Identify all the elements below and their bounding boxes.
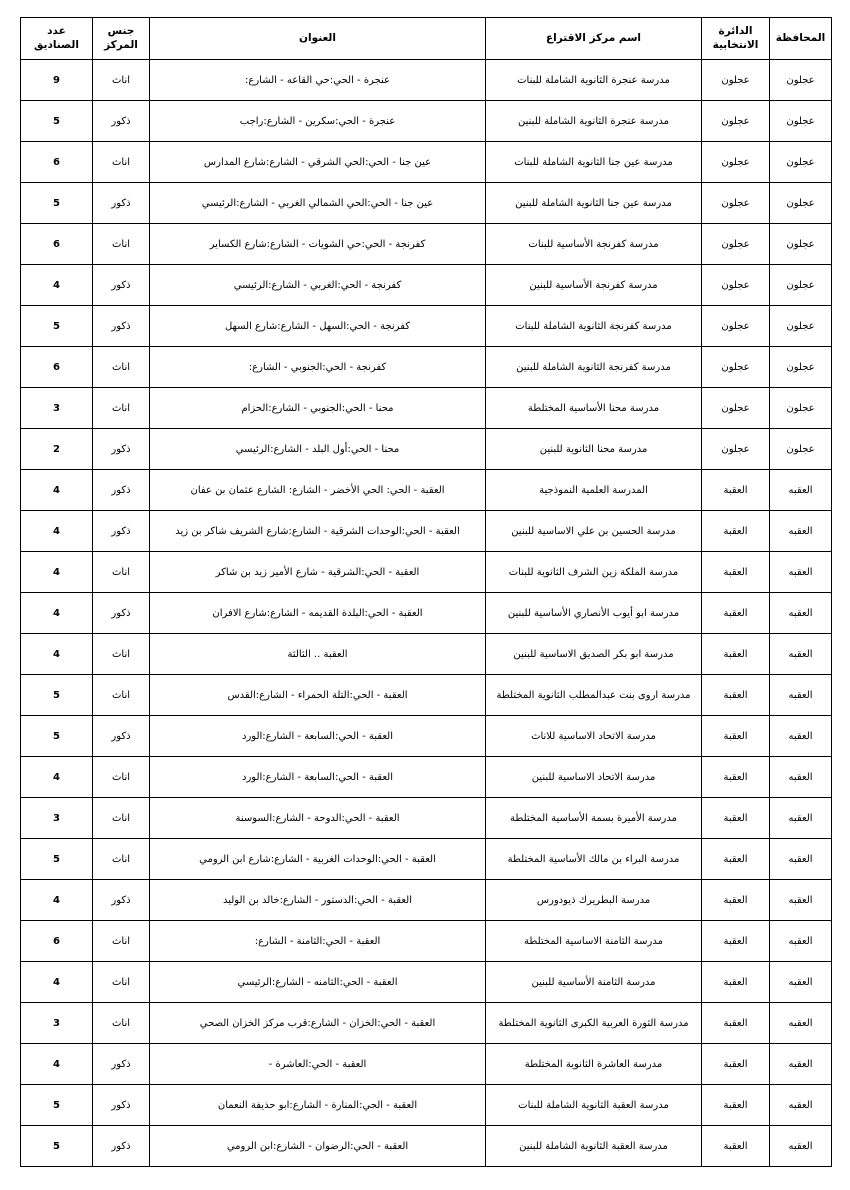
- table-row: [21, 470, 832, 511]
- cell-governorate: العقبه: [770, 1126, 832, 1167]
- cell-center-name: مدرسة الثامنة الأساسية للبنين: [486, 962, 702, 1003]
- header-center-name: اسم مركز الاقتراع: [486, 18, 702, 60]
- cell-address: محنا - الحي:أول البلد - الشارع:الرئيسي: [150, 429, 486, 470]
- cell-district: العقبة: [702, 511, 770, 552]
- cell-governorate: العقبه: [770, 757, 832, 798]
- header-address: العنوان: [150, 18, 486, 60]
- cell-governorate: عجلون: [770, 388, 832, 429]
- cell-governorate: العقبه: [770, 880, 832, 921]
- cell-center-name: مدرسة الملكة زين الشرف الثانوية للبنات: [486, 552, 702, 593]
- cell-address: العقبة - الحي:البلدة القديمه - الشارع:شارع الافران: [150, 593, 486, 634]
- cell-address: العقبة - الحي:الوحدات الشرقية - الشارع:شارع الشريف شاكر بن زيد: [150, 511, 486, 552]
- cell-center-name: مدرسة الحسين بن علي الاساسية للبنين: [486, 511, 702, 552]
- cell-center-name: مدرسة عنجرة الثانوية الشاملة للبنات: [486, 60, 702, 101]
- cell-district: العقبة: [702, 470, 770, 511]
- cell-address: عين جنا - الحي:الحي الشرقي - الشارع:شارع المدارس: [150, 142, 486, 183]
- cell-district: عجلون: [702, 101, 770, 142]
- cell-boxes: 5: [21, 101, 93, 142]
- cell-governorate: العقبه: [770, 921, 832, 962]
- cell-boxes: 5: [21, 1126, 93, 1167]
- cell-district: عجلون: [702, 224, 770, 265]
- table-row: [21, 757, 832, 798]
- cell-center-name: مدرسة كفرنجة الأساسية للبنات: [486, 224, 702, 265]
- cell-governorate: العقبه: [770, 1003, 832, 1044]
- cell-center-name: مدرسة العقبة الثانوية الشاملة للبنات: [486, 1085, 702, 1126]
- cell-district: العقبة: [702, 962, 770, 1003]
- table-row: [21, 388, 832, 429]
- table-row: [21, 1085, 832, 1126]
- cell-address: العقبة - الحي:الشرقية - شارع الأمير زيد بن شاكر: [150, 552, 486, 593]
- cell-center-name: مدرسة البطريرك ذيودورس: [486, 880, 702, 921]
- cell-governorate: العقبه: [770, 1085, 832, 1126]
- cell-governorate: العقبه: [770, 798, 832, 839]
- cell-district: العقبة: [702, 1044, 770, 1085]
- cell-center-name: مدرسة الثامنة الاساسية المختلطة: [486, 921, 702, 962]
- cell-gender: اناث: [93, 142, 150, 183]
- cell-boxes: 5: [21, 675, 93, 716]
- cell-gender: اناث: [93, 921, 150, 962]
- cell-gender: ذكور: [93, 101, 150, 142]
- header-governorate: المحافظة: [770, 18, 832, 60]
- table-row: [21, 101, 832, 142]
- cell-center-name: مدرسة الأميرة بسمة الأساسية المختلطة: [486, 798, 702, 839]
- cell-district: العقبة: [702, 798, 770, 839]
- cell-governorate: عجلون: [770, 265, 832, 306]
- polling-centers-table: [20, 17, 832, 1167]
- cell-governorate: عجلون: [770, 60, 832, 101]
- cell-district: العقبة: [702, 1126, 770, 1167]
- cell-governorate: العقبه: [770, 962, 832, 1003]
- table-row: [21, 183, 832, 224]
- cell-boxes: 4: [21, 470, 93, 511]
- header-district: الدائرة الانتخابية: [702, 18, 770, 60]
- cell-district: العقبة: [702, 634, 770, 675]
- cell-address: كفرنجة - الحي:الغربي - الشارع:الرئيسي: [150, 265, 486, 306]
- cell-gender: اناث: [93, 798, 150, 839]
- cell-center-name: مدرسة الاتحاد الاساسية للاناث: [486, 716, 702, 757]
- cell-boxes: 4: [21, 880, 93, 921]
- cell-district: العقبة: [702, 757, 770, 798]
- cell-center-name: مدرسة العاشرة الثانوية المختلطة: [486, 1044, 702, 1085]
- cell-gender: ذكور: [93, 1044, 150, 1085]
- cell-district: العقبة: [702, 593, 770, 634]
- cell-gender: ذكور: [93, 511, 150, 552]
- cell-center-name: مدرسة الثورة العربية الكبرى الثانوية المختلطة: [486, 1003, 702, 1044]
- cell-governorate: العقبه: [770, 593, 832, 634]
- table-row: [21, 1003, 832, 1044]
- cell-gender: اناث: [93, 347, 150, 388]
- cell-governorate: العقبه: [770, 675, 832, 716]
- cell-district: عجلون: [702, 388, 770, 429]
- table-row: [21, 962, 832, 1003]
- cell-address: العقبة - الحي:الثامنه - الشارع:الرئيسي: [150, 962, 486, 1003]
- cell-governorate: عجلون: [770, 224, 832, 265]
- cell-gender: اناث: [93, 552, 150, 593]
- cell-address: كفرنجة - الحي:السهل - الشارع:شارع السهل: [150, 306, 486, 347]
- cell-address: محنا - الحي:الجنوبي - الشارع:الحزام: [150, 388, 486, 429]
- table-body: [21, 60, 832, 1167]
- cell-district: العقبة: [702, 839, 770, 880]
- cell-address: العقبة - الحي:السابعة - الشارع:الورد: [150, 757, 486, 798]
- cell-gender: اناث: [93, 839, 150, 880]
- cell-gender: اناث: [93, 962, 150, 1003]
- cell-center-name: مدرسة محنا الأساسية المختلطة: [486, 388, 702, 429]
- cell-boxes: 9: [21, 60, 93, 101]
- cell-governorate: العقبه: [770, 470, 832, 511]
- cell-address: العقبة - الحي:الوحدات الغربية - الشارع:شارع ابن الرومي: [150, 839, 486, 880]
- cell-address: العقبة - الحي:الدوحة - الشارع:السوسنة: [150, 798, 486, 839]
- cell-center-name: مدرسة عنجرة الثانوية الشاملة للبنين: [486, 101, 702, 142]
- cell-address: كفرنجة - الحي:حي الشويات - الشارع:شارع الكساير: [150, 224, 486, 265]
- cell-boxes: 6: [21, 224, 93, 265]
- cell-governorate: العقبه: [770, 634, 832, 675]
- cell-governorate: عجلون: [770, 306, 832, 347]
- cell-boxes: 5: [21, 1085, 93, 1126]
- header-gender: جنس المركز: [93, 18, 150, 60]
- cell-gender: ذكور: [93, 880, 150, 921]
- cell-governorate: العقبه: [770, 839, 832, 880]
- table-row: [21, 798, 832, 839]
- cell-boxes: 6: [21, 142, 93, 183]
- cell-district: العقبة: [702, 675, 770, 716]
- cell-governorate: عجلون: [770, 101, 832, 142]
- cell-district: العقبة: [702, 880, 770, 921]
- table-row: [21, 716, 832, 757]
- cell-boxes: 4: [21, 962, 93, 1003]
- cell-gender: ذكور: [93, 1085, 150, 1126]
- cell-address: عنجرة - الحي:سكرين - الشارع:راجب: [150, 101, 486, 142]
- cell-boxes: 4: [21, 1044, 93, 1085]
- cell-gender: اناث: [93, 675, 150, 716]
- cell-district: العقبة: [702, 552, 770, 593]
- cell-boxes: 6: [21, 921, 93, 962]
- cell-address: العقبة - الحي:الثامنة - الشارع:: [150, 921, 486, 962]
- table-row: [21, 839, 832, 880]
- cell-gender: ذكور: [93, 593, 150, 634]
- cell-address: العقبة - الحي:الرضوان - الشارع:ابن الرومي: [150, 1126, 486, 1167]
- table-row: [21, 511, 832, 552]
- table-row: [21, 593, 832, 634]
- cell-boxes: 3: [21, 1003, 93, 1044]
- cell-district: العقبة: [702, 1085, 770, 1126]
- cell-gender: اناث: [93, 1003, 150, 1044]
- cell-center-name: مدرسة ابو أيوب الأنصاري الأساسية للبنين: [486, 593, 702, 634]
- cell-center-name: مدرسة ابو بكر الصديق الاساسية للبنين: [486, 634, 702, 675]
- cell-address: العقبة - الحي:العاشرة -: [150, 1044, 486, 1085]
- table-row: [21, 921, 832, 962]
- table-row: [21, 634, 832, 675]
- table-row: [21, 429, 832, 470]
- cell-governorate: عجلون: [770, 183, 832, 224]
- cell-address: العقبة - الحي:السابعة - الشارع:الورد: [150, 716, 486, 757]
- cell-center-name: مدرسة اروى بنت عبدالمطلب الثانوية المختلطة: [486, 675, 702, 716]
- cell-gender: اناث: [93, 388, 150, 429]
- cell-boxes: 6: [21, 347, 93, 388]
- cell-governorate: العقبه: [770, 511, 832, 552]
- cell-boxes: 4: [21, 511, 93, 552]
- cell-address: العقبة - الحي:المنارة - الشارع:ابو حذيفة النعمان: [150, 1085, 486, 1126]
- cell-boxes: 3: [21, 388, 93, 429]
- cell-district: العقبة: [702, 716, 770, 757]
- cell-center-name: مدرسة كفرنجة الأساسية للبنين: [486, 265, 702, 306]
- cell-governorate: عجلون: [770, 429, 832, 470]
- cell-district: العقبة: [702, 1003, 770, 1044]
- cell-gender: ذكور: [93, 429, 150, 470]
- cell-gender: ذكور: [93, 306, 150, 347]
- cell-gender: اناث: [93, 60, 150, 101]
- cell-boxes: 4: [21, 265, 93, 306]
- table-row: [21, 265, 832, 306]
- cell-gender: ذكور: [93, 265, 150, 306]
- cell-gender: ذكور: [93, 716, 150, 757]
- cell-boxes: 4: [21, 634, 93, 675]
- cell-gender: اناث: [93, 757, 150, 798]
- cell-center-name: المدرسة العلمية النموذجية: [486, 470, 702, 511]
- table-row: [21, 1044, 832, 1085]
- table-row: [21, 880, 832, 921]
- cell-center-name: مدرسة الاتحاد الاساسية للبنين: [486, 757, 702, 798]
- cell-district: عجلون: [702, 265, 770, 306]
- cell-center-name: مدرسة العقبة الثانوية الشاملة للبنين: [486, 1126, 702, 1167]
- cell-district: عجلون: [702, 60, 770, 101]
- cell-boxes: 4: [21, 593, 93, 634]
- cell-boxes: 5: [21, 716, 93, 757]
- cell-address: العقبة - الحي: الحي الأخضر - الشارع: الشارع عثمان بن عفان: [150, 470, 486, 511]
- cell-district: العقبة: [702, 921, 770, 962]
- header-boxes: عدد الصناديق: [21, 18, 93, 60]
- cell-address: العقبة - الحي:الدستور - الشارع:خالد بن الوليد: [150, 880, 486, 921]
- table-row: [21, 675, 832, 716]
- cell-governorate: العقبه: [770, 1044, 832, 1085]
- cell-governorate: عجلون: [770, 347, 832, 388]
- cell-district: عجلون: [702, 306, 770, 347]
- cell-boxes: 2: [21, 429, 93, 470]
- cell-center-name: مدرسة كفرنجة الثانوية الشاملة للبنين: [486, 347, 702, 388]
- cell-gender: اناث: [93, 634, 150, 675]
- cell-boxes: 5: [21, 839, 93, 880]
- cell-address: كفرنجة - الحي:الجنوبي - الشارع:: [150, 347, 486, 388]
- cell-district: عجلون: [702, 142, 770, 183]
- cell-center-name: مدرسة عين جنا الثانوية الشاملة للبنات: [486, 142, 702, 183]
- cell-address: العقبة - الحي:التلة الحمراء - الشارع:القدس: [150, 675, 486, 716]
- cell-center-name: مدرسة كفرنجة الثانوية الشاملة للبنات: [486, 306, 702, 347]
- cell-boxes: 4: [21, 552, 93, 593]
- table-row: [21, 142, 832, 183]
- cell-governorate: العقبه: [770, 552, 832, 593]
- cell-district: عجلون: [702, 183, 770, 224]
- cell-address: العقبة .. الثالثة: [150, 634, 486, 675]
- cell-address: عنجرة - الحي:حي القاعه - الشارع:: [150, 60, 486, 101]
- cell-district: عجلون: [702, 347, 770, 388]
- cell-district: عجلون: [702, 429, 770, 470]
- table-row: [21, 347, 832, 388]
- cell-address: عين جنا - الحي:الحي الشمالي الغربي - الشارع:الرئيسي: [150, 183, 486, 224]
- table-row: [21, 1126, 832, 1167]
- table-row: [21, 224, 832, 265]
- cell-boxes: 5: [21, 306, 93, 347]
- cell-address: العقبة - الحي:الخزان - الشارع:قرب مركز الخزان الصحي: [150, 1003, 486, 1044]
- cell-gender: ذكور: [93, 183, 150, 224]
- table-row: [21, 60, 832, 101]
- cell-governorate: عجلون: [770, 142, 832, 183]
- cell-center-name: مدرسة محنا الثانوية للبنين: [486, 429, 702, 470]
- table-row: [21, 552, 832, 593]
- cell-gender: ذكور: [93, 470, 150, 511]
- cell-gender: ذكور: [93, 1126, 150, 1167]
- cell-center-name: مدرسة عين جنا الثانوية الشاملة للبنين: [486, 183, 702, 224]
- cell-boxes: 5: [21, 183, 93, 224]
- cell-gender: اناث: [93, 224, 150, 265]
- cell-center-name: مدرسة البراء بن مالك الأساسية المختلطة: [486, 839, 702, 880]
- cell-boxes: 3: [21, 798, 93, 839]
- table-header-row: [21, 18, 832, 60]
- cell-boxes: 4: [21, 757, 93, 798]
- cell-governorate: العقبه: [770, 716, 832, 757]
- table-row: [21, 306, 832, 347]
